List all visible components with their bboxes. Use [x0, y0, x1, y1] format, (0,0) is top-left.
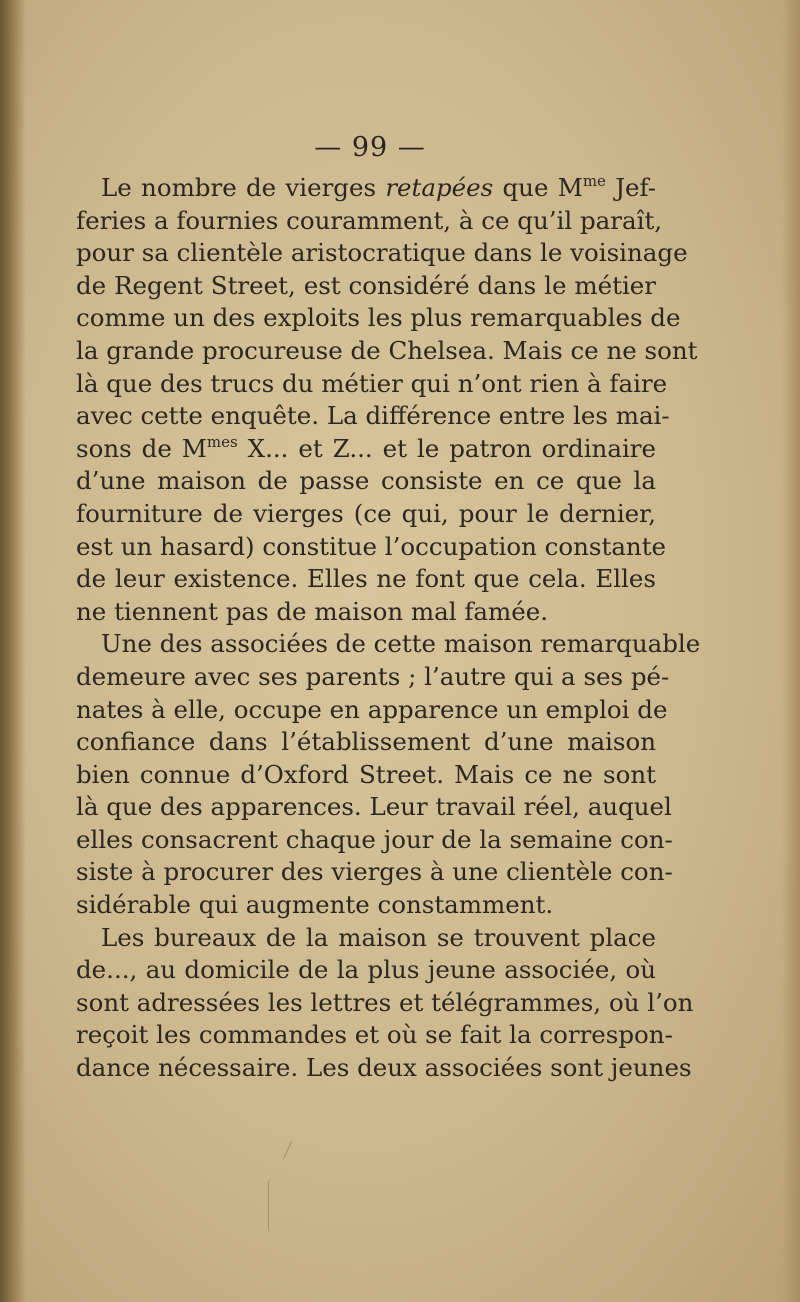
text-line: [76, 205, 663, 238]
pencil-mark: [268, 1178, 277, 1233]
text-segment: Les bureaux de la maison se trouvent place: [101, 922, 656, 952]
text-segment: demeure avec ses parents ; l’autre qui a ses pé-: [76, 661, 670, 691]
superscript: me: [582, 172, 606, 190]
body-text: [76, 172, 701, 1085]
text-segment: de Regent Street, est considéré dans le métier: [76, 270, 656, 300]
text-line: [76, 531, 667, 564]
text-line: [76, 824, 673, 857]
superscript: mes: [206, 432, 238, 451]
text-segment: d’une maison de passe consiste en ce que la: [76, 466, 656, 496]
text-segment: comme un des exploits les plus remarquables de: [76, 303, 681, 333]
text-segment: bien connue d’Oxford Street. Mais ce ne sont: [76, 759, 656, 789]
italic-text: retapées: [385, 173, 494, 202]
text-line: [76, 1052, 692, 1085]
text-line: [76, 628, 701, 661]
text-segment: que M: [493, 173, 583, 202]
text-line: [76, 987, 694, 1020]
text-line: [76, 1019, 673, 1052]
text-line: [76, 172, 656, 205]
text-segment: sont adressées les lettres et télégrammes, où l’on: [76, 987, 694, 1017]
text-segment: Jef-: [605, 173, 656, 202]
text-line: [76, 856, 673, 889]
text-segment: X... et Z... et le patron ordinaire: [237, 433, 656, 463]
text-line: [76, 922, 656, 955]
page-edge-shadow: [782, 0, 800, 1302]
text-segment: sons de M: [76, 433, 207, 463]
text-segment: siste à procurer des vierges à une clientèle con-: [76, 857, 673, 887]
text-segment: de..., au domicile de la plus jeune associée, où: [76, 955, 656, 985]
text-segment: confiance dans l’établissement d’une maison: [76, 727, 656, 757]
text-line: [76, 694, 668, 727]
text-line: [76, 791, 672, 824]
text-line: [76, 726, 656, 759]
text-line: [76, 302, 681, 335]
text-line: [76, 400, 670, 433]
text-line: [76, 759, 656, 792]
text-line: [76, 889, 656, 922]
page-binding-shadow: [0, 0, 26, 1302]
text-segment: nates à elle, occupe en apparence un emploi de: [76, 694, 668, 724]
text-segment: là que des apparences. Leur travail réel, auquel: [76, 792, 672, 822]
text-segment: feries a fournies couramment, à ce qu’il paraît,: [76, 205, 663, 235]
text-line: [76, 237, 688, 270]
text-line: [76, 335, 698, 368]
text-segment: fourniture de vierges (ce qui, pour le dernier,: [76, 498, 656, 528]
text-segment: est un hasard) constitue l’occupation constante: [76, 531, 667, 561]
text-segment: reçoit les commandes et où se fait la correspon-: [76, 1020, 673, 1050]
text-segment: là que des trucs du métier qui n’ont rien à faire: [76, 368, 668, 398]
text-line: [76, 270, 656, 303]
text-line: [76, 465, 656, 498]
text-line: [76, 563, 656, 596]
text-segment: ne tiennent pas de maison mal famée.: [76, 596, 549, 626]
text-line: [76, 498, 656, 531]
page-number: — 99 —: [314, 132, 426, 163]
ink-mark: [283, 1141, 292, 1160]
text-segment: Le nombre de vierges: [101, 173, 386, 202]
text-segment: dance nécessaire. Les deux associées sont jeunes: [76, 1053, 692, 1083]
text-line: [76, 954, 656, 987]
text-segment: elles consacrent chaque jour de la semaine con-: [76, 824, 673, 854]
text-segment: la grande procureuse de Chelsea. Mais ce ne sont: [76, 335, 698, 365]
text-line: [76, 368, 668, 401]
text-segment: Une des associées de cette maison remarquable: [101, 629, 701, 659]
text-line: [76, 433, 656, 466]
text-segment: avec cette enquête. La différence entre les mai-: [76, 401, 670, 431]
text-line: [76, 661, 670, 694]
text-segment: pour sa clientèle aristocratique dans le voisinage: [76, 238, 688, 268]
text-line: [76, 596, 656, 629]
text-segment: sidérable qui augmente constamment.: [76, 890, 554, 920]
text-segment: de leur existence. Elles ne font que cela. Elles: [76, 564, 656, 594]
